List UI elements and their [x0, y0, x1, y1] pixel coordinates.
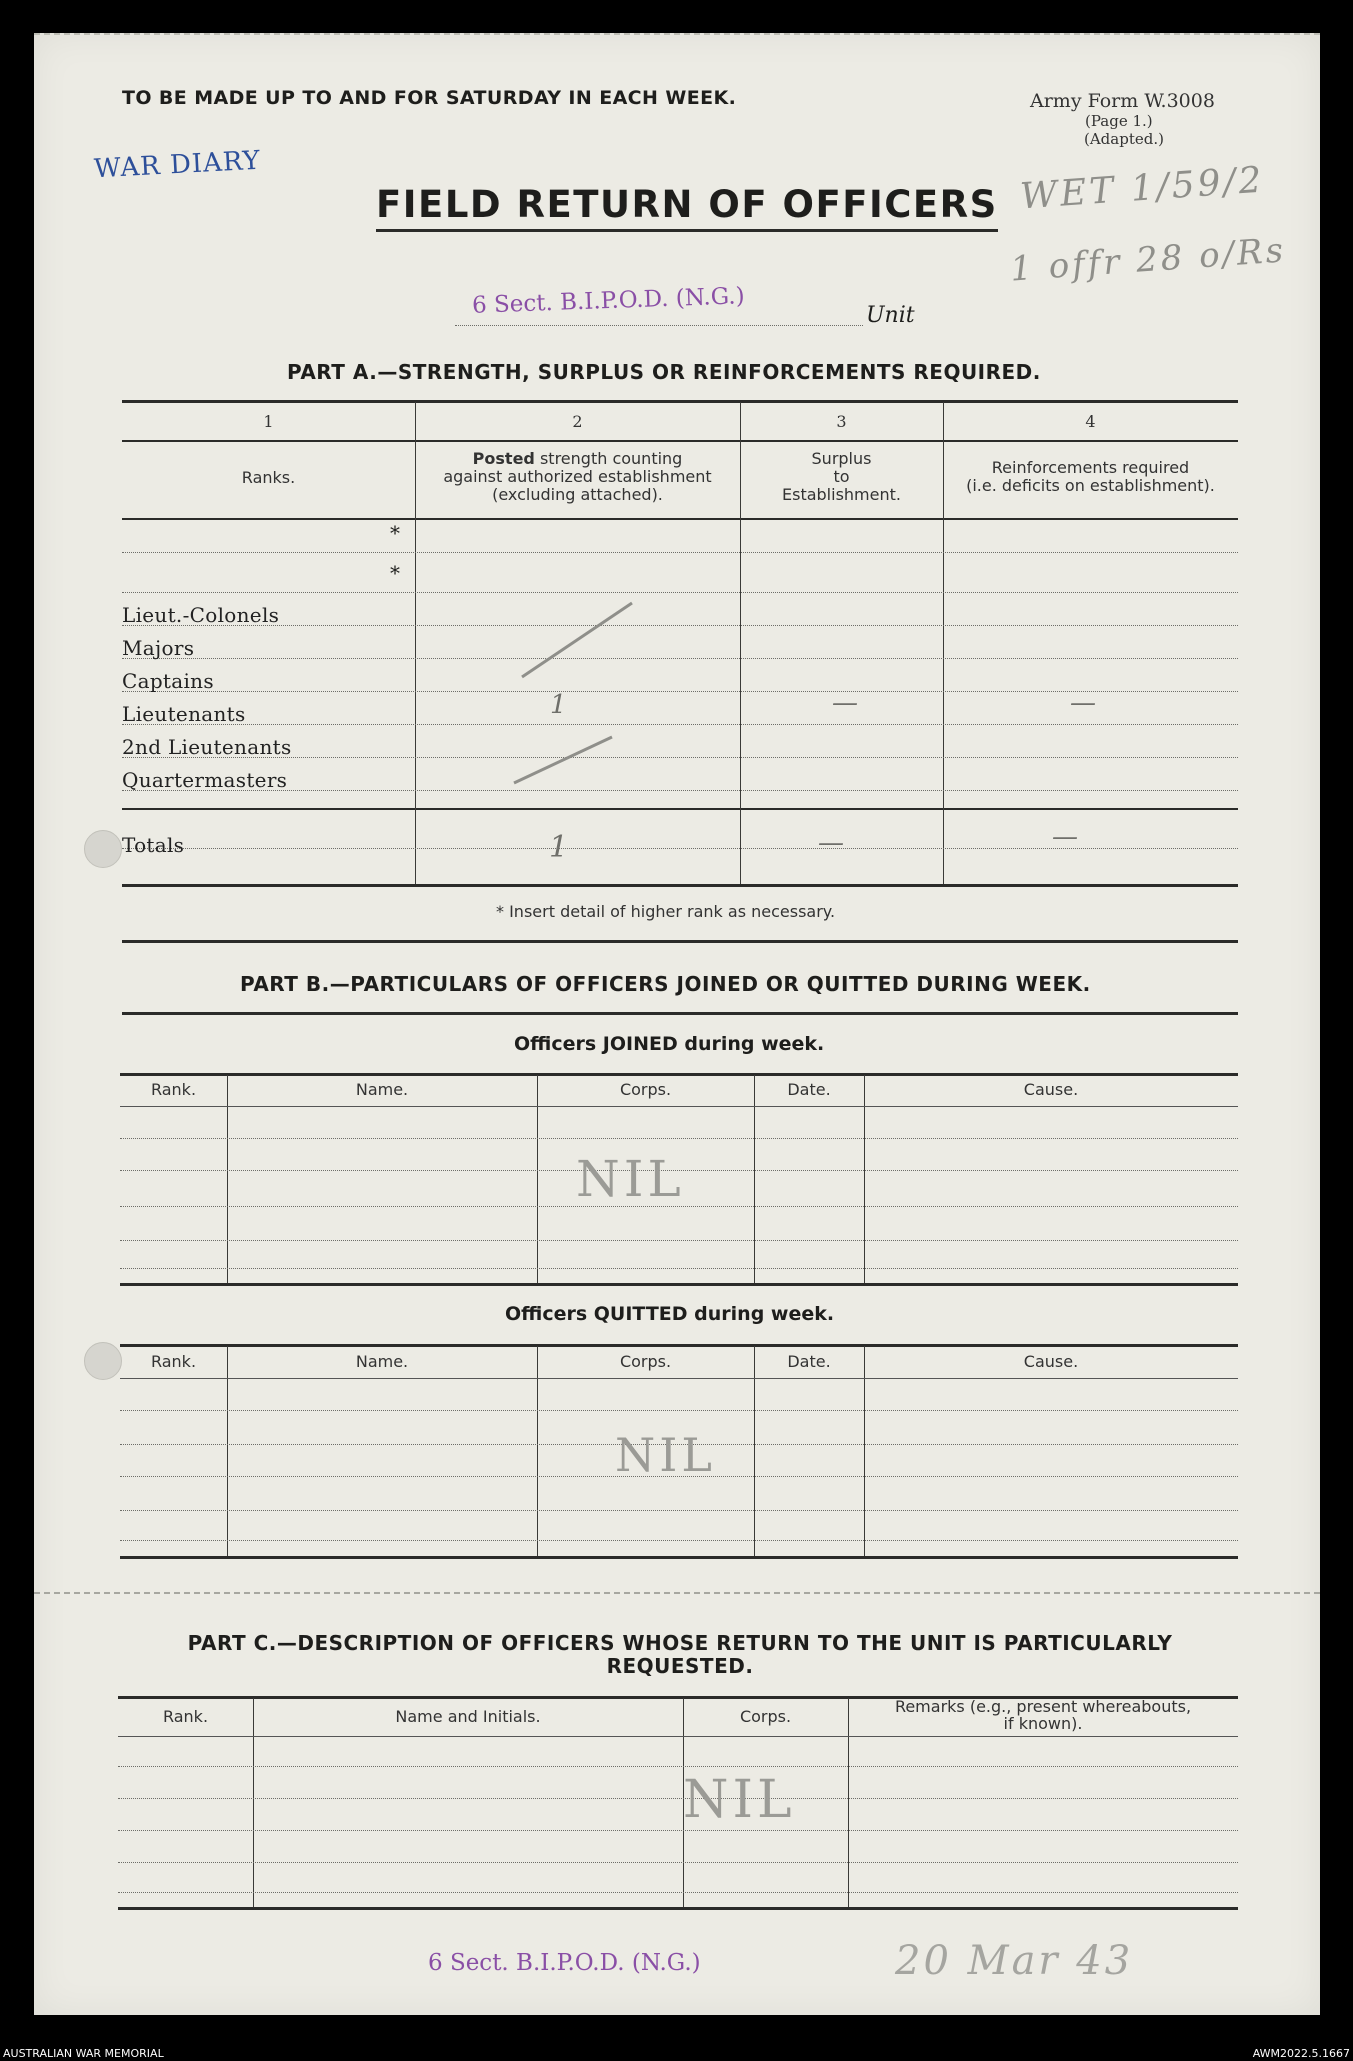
quitted-nil-pencil: NIL — [615, 1428, 716, 1482]
quitted-col-date: Date. — [787, 1352, 831, 1371]
totals-surplus: — — [818, 828, 844, 858]
form-page: (Page 1.) — [1085, 112, 1153, 130]
joined-col-cause: Cause. — [1023, 1080, 1079, 1099]
joined-col-date: Date. — [787, 1080, 831, 1099]
punch-hole — [84, 1342, 122, 1380]
reference-pencil-1: WET 1/59/2 — [1018, 159, 1266, 218]
footnote: * Insert detail of higher rank as necessary. — [496, 902, 836, 921]
totals-label: Totals — [122, 833, 185, 857]
unit-label: Unit — [866, 303, 915, 328]
reference-pencil-2: 1 offr 28 o/Rs — [1008, 230, 1288, 290]
part-c-nil-pencil: NIL — [683, 1770, 796, 1830]
part-c-col-remarks: Remarks (e.g., present whereabouts, if known). — [894, 1697, 1192, 1733]
quitted-col-name: Name. — [355, 1352, 409, 1371]
form-id: Army Form W.3008 — [1030, 90, 1215, 112]
footer-unit-stamp: 6 Sect. B.I.P.O.D. (N.G.) — [428, 1950, 701, 1976]
perforated-top-edge — [34, 33, 1320, 39]
col-ranks-header: Ranks. — [241, 468, 296, 487]
section-divider — [122, 940, 1238, 943]
part-c-col-corps: Corps. — [739, 1707, 792, 1726]
rank-majors: Majors — [122, 636, 195, 660]
joined-col-name: Name. — [355, 1080, 409, 1099]
lieutenants-posted: 1 — [550, 690, 567, 720]
page-title: FIELD RETURN OF OFFICERS — [376, 183, 998, 232]
perforation-line — [34, 1592, 1320, 1594]
form-adapted: (Adapted.) — [1084, 130, 1164, 148]
quitted-col-cause: Cause. — [1023, 1352, 1079, 1371]
part-c-col-name: Name and Initials. — [395, 1707, 541, 1726]
joined-col-corps: Corps. — [619, 1080, 672, 1099]
part-a-heading: PART A.—STRENGTH, SURPLUS OR REINFORCEMENTS REQUIRED. — [287, 360, 1041, 384]
quitted-col-rank: Rank. — [150, 1352, 197, 1371]
part-b-heading: PART B.—PARTICULARS OF OFFICERS JOINED OR QUITTED DURING WEEK. — [240, 972, 1091, 996]
col-number-2: 2 — [572, 412, 583, 431]
part-c-heading: PART C.—DESCRIPTION OF OFFICERS WHOSE RETURN TO THE UNIT IS PARTICULARLY REQUESTED. — [187, 1631, 1173, 1678]
col-reinforcements-header: Reinforcements required (i.e. deficits on establishment). — [966, 458, 1215, 495]
instruction-text: TO BE MADE UP TO AND FOR SATURDAY IN EACH WEEK. — [122, 87, 737, 109]
archive-footer-left: AUSTRALIAN WAR MEMORIAL — [3, 2047, 164, 2060]
lieutenants-surplus: — — [832, 688, 858, 718]
date-pencil: 20 Mar 43 — [895, 1938, 1134, 1984]
totals-posted: 1 — [549, 830, 569, 865]
col-number-4: 4 — [1085, 412, 1096, 431]
star-marker: * — [390, 521, 400, 545]
rank-lieutenants: Lieutenants — [122, 702, 246, 726]
star-marker: * — [390, 561, 400, 585]
rank-quartermasters: Quartermasters — [122, 768, 288, 792]
col-number-1: 1 — [263, 412, 274, 431]
part-c-col-rank: Rank. — [162, 1707, 209, 1726]
joined-col-rank: Rank. — [150, 1080, 197, 1099]
table-bottom-rule — [122, 884, 1238, 887]
col-posted-header: Posted strength counting against authorized establishment (excluding attached). — [443, 449, 712, 504]
rank-lieut-colonels: Lieut.-Colonels — [122, 603, 280, 627]
unit-stamp: 6 Sect. B.I.P.O.D. (N.G.) — [471, 283, 746, 319]
unit-line — [455, 325, 863, 326]
war-diary-handwriting: WAR DIARY — [93, 145, 262, 185]
pencil-strike-marks — [500, 595, 650, 795]
rank-2nd-lieutenants: 2nd Lieutenants — [122, 735, 292, 759]
lieutenants-reinforcements: — — [1070, 688, 1096, 718]
punch-hole — [84, 830, 122, 868]
col-surplus-header: Surplus to Establishment. — [782, 449, 901, 504]
archive-footer-right: AWM2022.5.1667 — [1252, 2047, 1350, 2060]
joined-heading: Officers JOINED during week. — [514, 1033, 825, 1055]
rank-captains: Captains — [122, 669, 214, 693]
col-number-3: 3 — [836, 412, 847, 431]
totals-reinforcements: — — [1052, 822, 1078, 852]
table-top-rule — [122, 400, 1238, 403]
quitted-col-corps: Corps. — [619, 1352, 672, 1371]
joined-nil-pencil: NIL — [576, 1150, 685, 1208]
quitted-heading: Officers QUITTED during week. — [505, 1303, 835, 1325]
